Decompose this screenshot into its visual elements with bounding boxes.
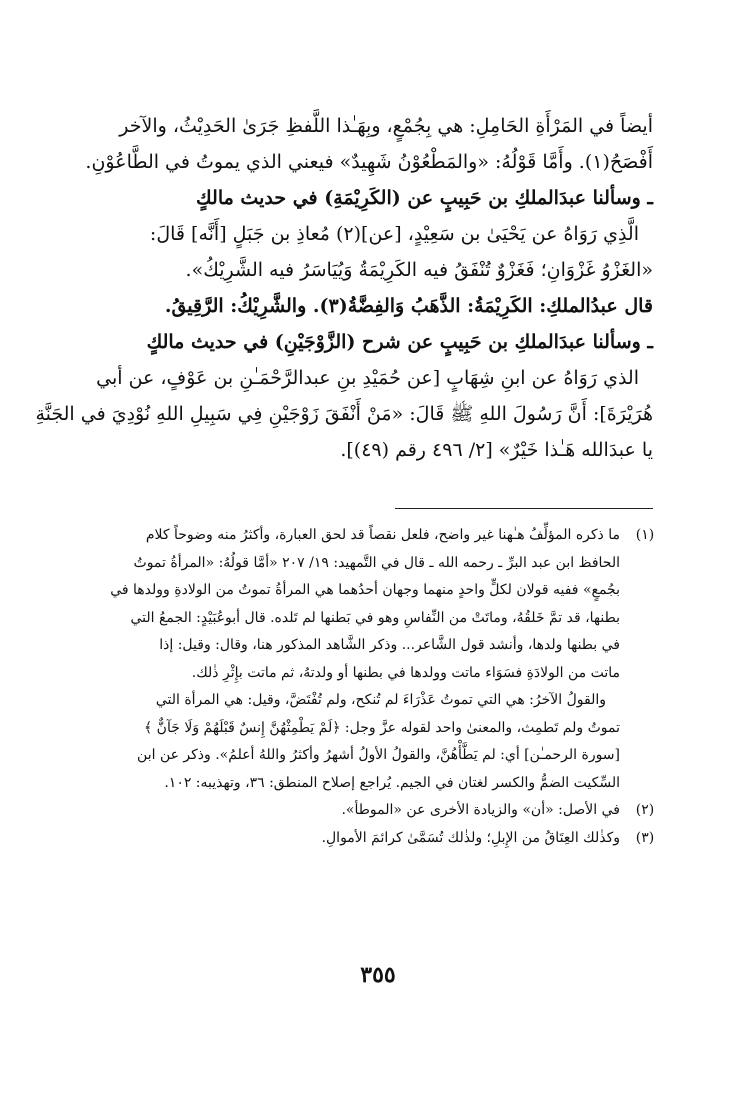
footnote-number: (٢) bbox=[635, 802, 655, 818]
page-number: ٣٥٥ bbox=[360, 962, 396, 988]
footnote-line: بجُمعٍ» ففيه قولان لكلٍّ واحدٍ منهما وجهان أحدُهما هي المرأةُ تموتُ من الولادةِ وولدها في bbox=[110, 582, 620, 598]
footnote-3 bbox=[100, 825, 670, 853]
question-heading: ـ وسألنا عبدَالملكِ بن حَبِيبٍ عن (الكَرِيْمَةِ) في حديث مالكٍ bbox=[196, 187, 653, 209]
footnote-line: بطنها، قد تمَّ خَلقُهُ، وماتَتْ من النِّفاسِ وهو في بَطنها لم تَلده. قال أبوعُبَيْدٍ: الجمعُ التي bbox=[130, 609, 620, 626]
main-line: أَفْصَحُ(١). وأَمَّا قَوْلُهُ: «والمَطْعُوْنُ شَهِيدٌ» فيعني الذي يموتُ في الطَّاعُوْنِ. bbox=[85, 151, 653, 173]
footnote-1 bbox=[100, 522, 670, 797]
footnote-line: السِّكيت الضمُّ والكسر لغتان في الجيم. يُراجع إصلاح المنطق: ٣٦، وتهذيبه: ١٠٢. bbox=[164, 774, 620, 791]
footnote-body bbox=[100, 825, 620, 853]
footnote-line: ماتت من الولادَةِ فسَوَاء ماتت وولدها في بطنها أو ولدتهُ، ثم ماتت بإِثْرِ ذٰلك. bbox=[191, 664, 620, 681]
footnote-line: في الأصل: «أن» والزيادة الأخرى عن «الموطأ». bbox=[341, 802, 620, 818]
footnote-body bbox=[100, 797, 620, 825]
footnote-line: ما ذكره المؤلِّفُ هـٰهنا غير واضح، فلعل نقصاً قد لحق العبارة، وأكثرُ منه وضوحاً كلام bbox=[145, 527, 620, 543]
main-line: الذي رَوَاهُ عن ابنِ شِهَابٍ [عن حُمَيْدِ بنِ عبدالرَّحْمَـٰنِ بن عَوْفٍ، عن أبي bbox=[96, 367, 639, 389]
footnote-line: وكذٰلك العِتَاقُ من الإِبلِ؛ ولذٰلك تُسَمَّىٰ كرائمَ الأموالِ. bbox=[321, 829, 620, 846]
footnotes bbox=[100, 522, 670, 852]
footnote-number: (٣) bbox=[635, 829, 655, 846]
hadith-quote: «الغَزْوُ غَزْوَانِ؛ فَغَزْوٌ تُنْفَقُ فيه الكَرِيْمَةُ وَيُيَاسَرُ فيه الشَّرِيْكُ». bbox=[185, 259, 653, 281]
main-line: الَّذِي رَوَاهُ عن يَحْيَىٰ بن سَعِيْدٍ، [عن](٢) مُعاذِ بن جَبَلٍ [أَنَّه] قَالَ: bbox=[149, 223, 639, 245]
footnote-line: في بطنها ولدها، وأنشد قول الشَّاعر... وذكر الشَّاهد المذكور هنا، وقال: وقيل: إذا bbox=[159, 637, 620, 653]
footnote-2 bbox=[100, 797, 670, 825]
footnote-separator bbox=[395, 508, 653, 509]
main-line: أيضاً في المَرْأَةِ الحَامِلِ: هي بِجُمْعٍ، وبِهَـٰذا اللَّفظِ جَرَىٰ الحَدِيْثُ، والآخر bbox=[119, 115, 653, 137]
main-line: هُرَيْرَةَ]: أَنَّ رَسُولَ اللهِ ﷺ قَالَ: «مَنْ أَنْفَقَ زَوْجَيْنِ فِي سَبِيلِ اللهِ نُوْدِيَ في الجَنَّةِ bbox=[35, 403, 653, 425]
question-heading: ـ وسألنا عبدَالملكِ بن حَبِيبٍ عن شرح (الزَّوْجَيْنِ) في حديث مالكٍ bbox=[146, 331, 653, 353]
footnote-line: والقولُ الآخرُ: هي التي تموتُ عَذْرَاءَ لم تُنكح، ولم تُفْتَضَّ، وقيل: هي المرأة التي bbox=[155, 692, 606, 708]
answer-line: قال عبدُالملكِ: الكَرِيْمَةُ: الذَّهَبُ وَالفِضَّةُ(٣). والشَّرِيْكُ: الرَّقِيقُ. bbox=[164, 295, 653, 317]
footnote-line: تموتُ ولم تَطمِث، والمعنىٰ واحد لقوله عزَّ وجل: ﴿لَمْ يَطْمِثْهُنَّ إِنسٌ قَبْلَهُمْ وَلَا جَآنٌّ ﴾ bbox=[144, 719, 620, 736]
footnote-body bbox=[100, 522, 620, 797]
main-line: يا عبدَالله هَـٰذا خَيْرٌ» [٢/ ٤٩٦ رقم (٤٩)]. bbox=[340, 439, 653, 461]
footnote-line: [سورة الرحمـٰن] أي: لم يَطَّأْهُنَّ، والقولُ الأولُ أشهرُ وأكثرُ واللهُ أعلمُ». وذكر عن ابن bbox=[137, 747, 620, 763]
main-text bbox=[35, 108, 653, 468]
footnote-number: (١) bbox=[635, 527, 655, 543]
footnote-line: الحافظ ابن عبد البرِّ ـ رحمه الله ـ قال في التَّمهيد: ١٩/ ٢٠٧ «أمَّا قولُهُ: «المرأةُ تموتُ bbox=[133, 554, 620, 571]
